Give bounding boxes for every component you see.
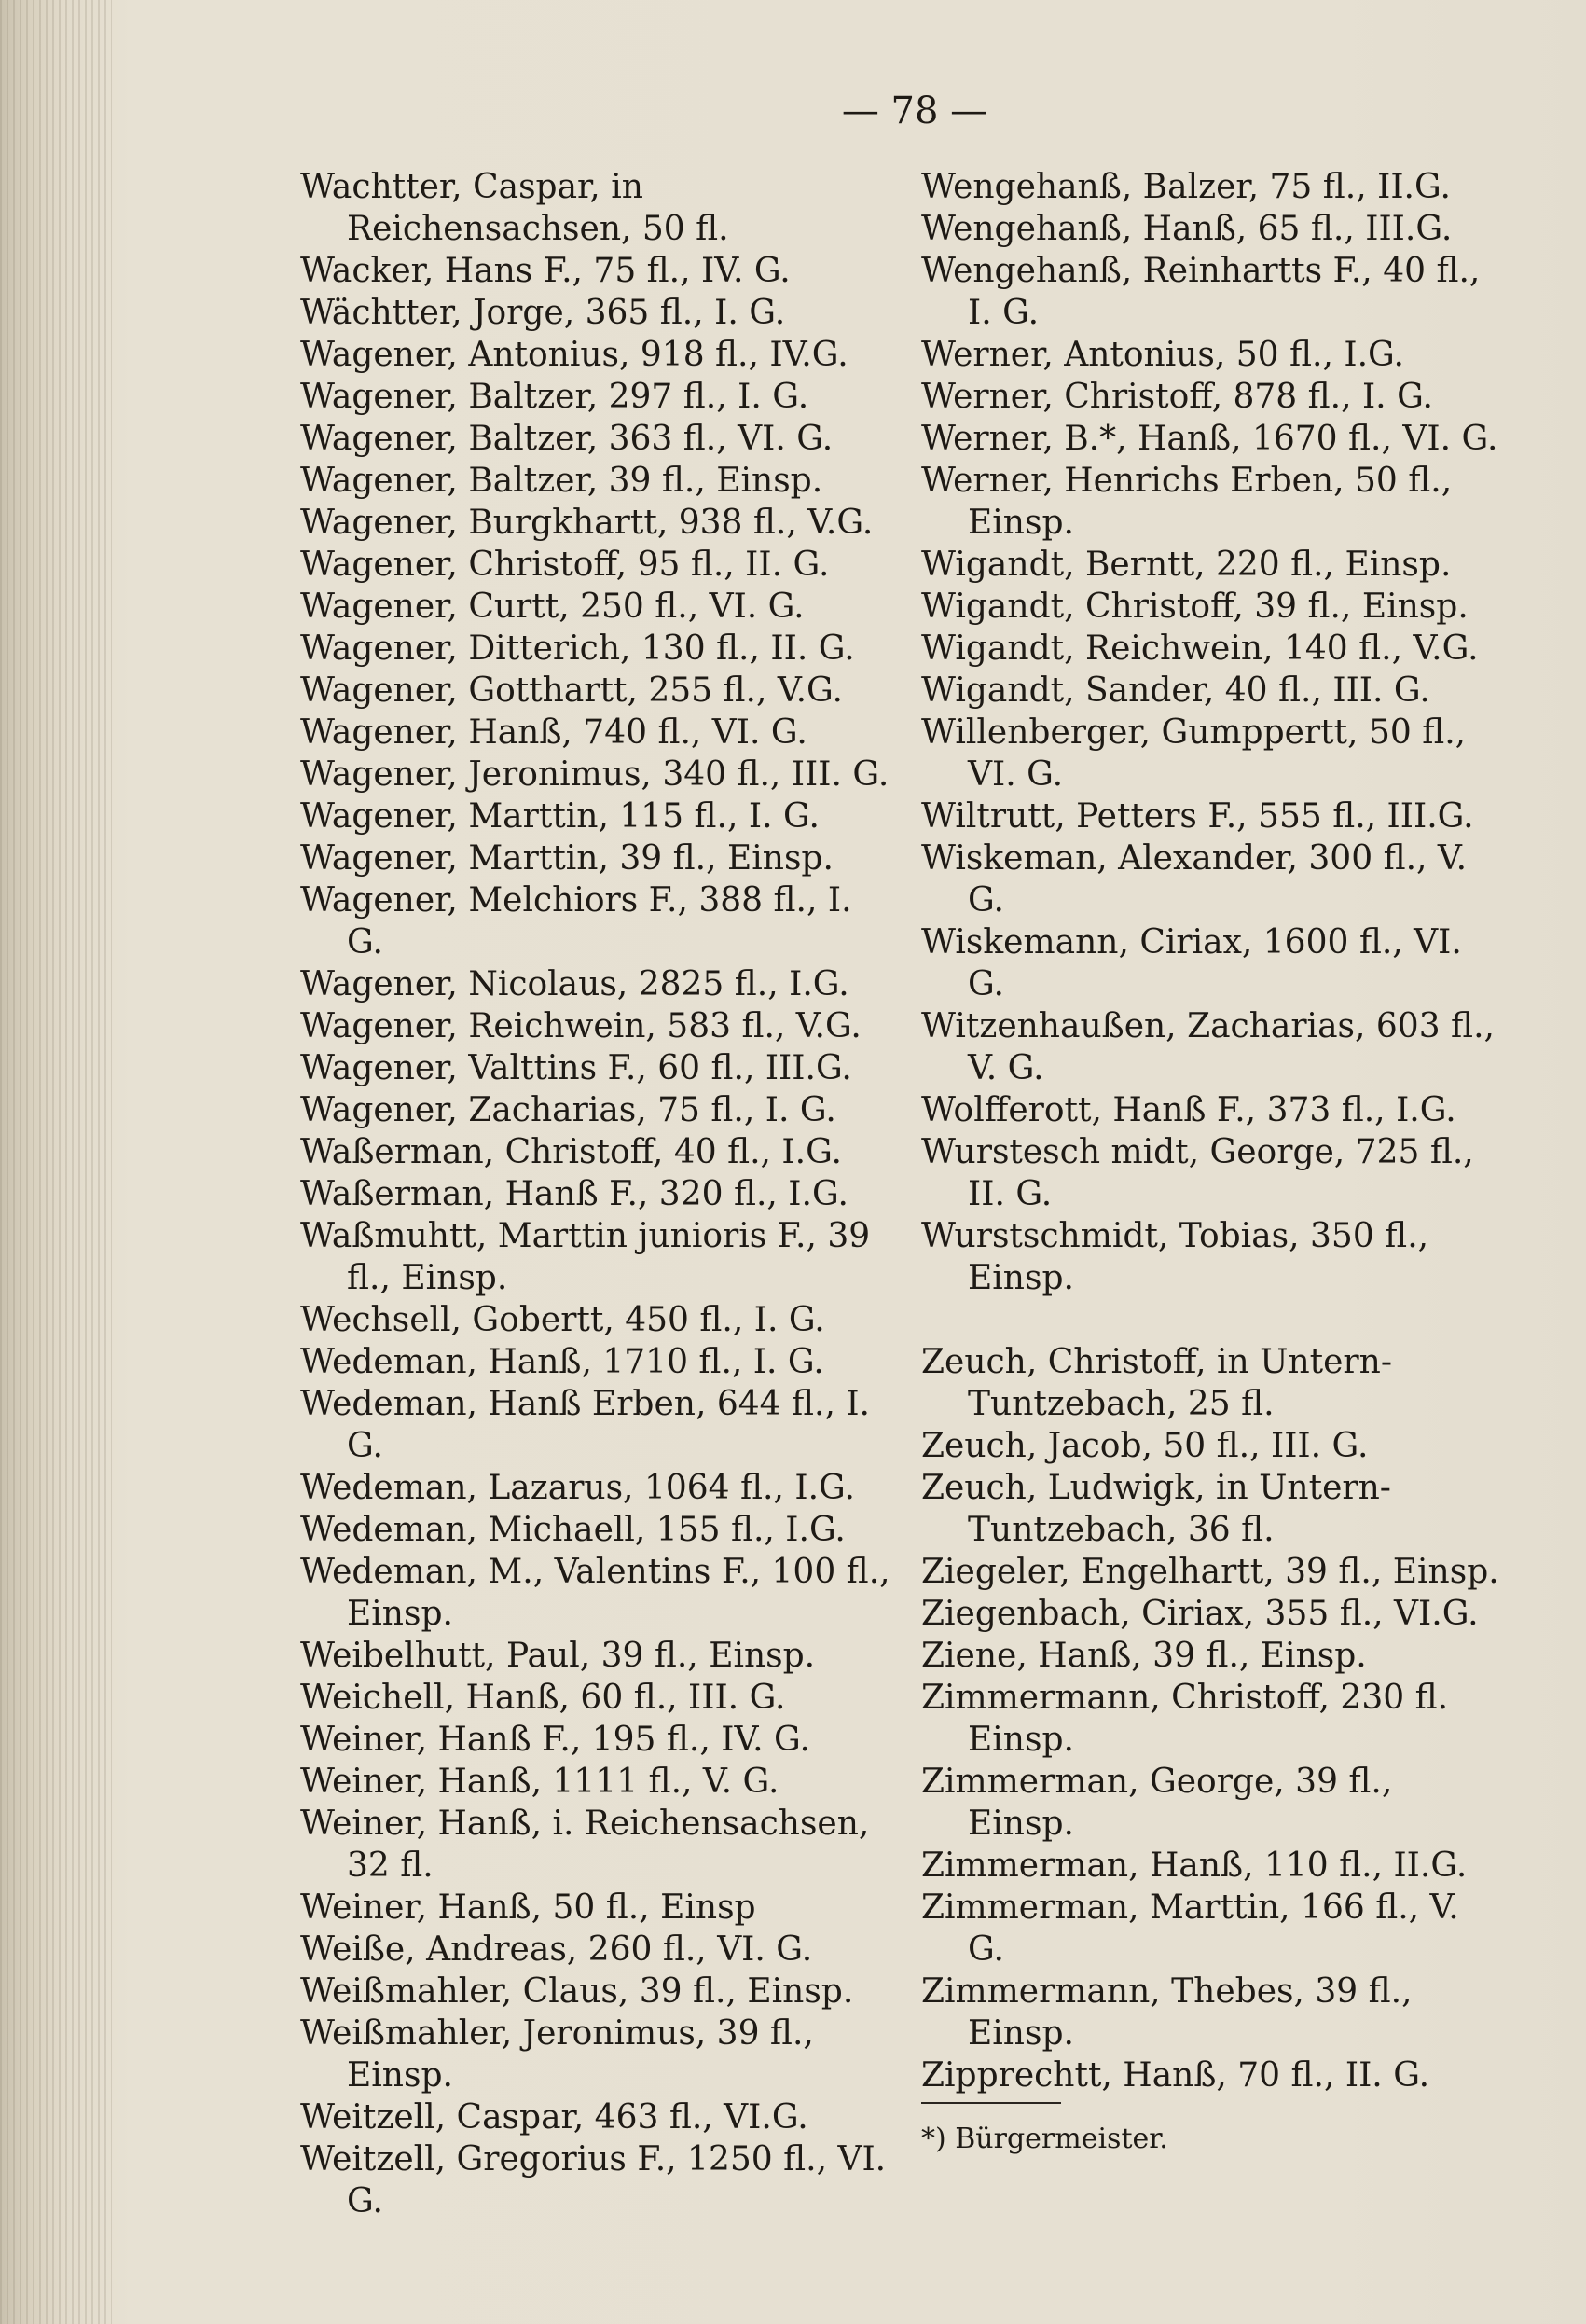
entry: Wagener, Valttins F., 60 fl., III.G. <box>300 1049 852 1087</box>
entry: Wagener, Gotthartt, 255 fl., V.G. <box>300 671 843 710</box>
entry: Weichell, Hanß, 60 fl., III. G. <box>300 1679 786 1717</box>
footnote-rule <box>921 2102 1061 2104</box>
entry: Wagener, Burgkhartt, 938 fl., V.G. <box>300 504 874 542</box>
section-gap <box>921 1299 1499 1341</box>
entry: Waßmuhtt, Marttin junioris F., 39 fl., Einsp. <box>300 1217 871 1297</box>
entry: Willenberger, Gumppertt, 50 fl., VI. G. <box>921 713 1467 794</box>
entry: Weibelhutt, Paul, 39 fl., Einsp. <box>300 1637 816 1675</box>
entry: Wechsell, Gobertt, 450 fl., I. G. <box>300 1301 825 1339</box>
entry: Wachtter, Caspar, in Reichensachsen, 50 fl. <box>300 168 729 248</box>
entry: Wedeman, Michaell, 155 fl., I.G. <box>300 1511 846 1549</box>
entry: Wächtter, Jorge, 365 fl., I. G. <box>300 294 786 332</box>
entry: Wigandt, Sander, 40 fl., III. G. <box>921 671 1430 710</box>
entry: Zeuch, Christoff, in Untern-Tuntzebach, 25 fl. <box>921 1343 1392 1423</box>
entry: Wurstesch midt, George, 725 fl., II. G. <box>921 1133 1474 1213</box>
entry: Werner, Antonius, 50 fl., I.G. <box>921 336 1404 374</box>
entry: Wagener, Baltzer, 297 fl., I. G. <box>300 378 809 416</box>
entry: Witzenhaußen, Zacharias, 603 fl., V. G. <box>921 1007 1495 1087</box>
entry: Ziene, Hanß, 39 fl., Einsp. <box>921 1637 1367 1675</box>
entry: Wigandt, Reichwein, 140 fl., V.G. <box>921 629 1479 668</box>
entry: Ziegeler, Engelhartt, 39 fl., Einsp. <box>921 1553 1499 1591</box>
right-column <box>921 166 1499 2158</box>
entry: Zeuch, Jacob, 50 fl., III. G. <box>921 1427 1369 1465</box>
entry: Werner, Christoff, 878 fl., I. G. <box>921 378 1433 416</box>
entry: Zimmerman, George, 39 fl., Einsp. <box>921 1763 1393 1843</box>
entry: Waßerman, Hanß F., 320 fl., I.G. <box>300 1175 848 1213</box>
entry: Wagener, Ditterich, 130 fl., II. G. <box>300 629 855 668</box>
entry: Weitzell, Caspar, 463 fl., VI.G. <box>300 2098 808 2137</box>
entry: Zimmermann, Thebes, 39 fl., Einsp. <box>921 1972 1413 2053</box>
entry: Wedeman, M., Valentins F., 100 fl., Einsp. <box>300 1553 890 1633</box>
entry: Zimmerman, Hanß, 110 fl., II.G. <box>921 1847 1468 1885</box>
entry: Wagener, Baltzer, 39 fl., Einsp. <box>300 462 823 500</box>
entry: Wagener, Antonius, 918 fl., IV.G. <box>300 336 848 374</box>
entry: Weiner, Hanß F., 195 fl., IV. G. <box>300 1721 810 1759</box>
entry: Wengehanß, Reinhartts F., 40 fl., I. G. <box>921 252 1481 332</box>
left-column <box>300 166 897 2222</box>
entry: Wiskemann, Ciriax, 1600 fl., VI. G. <box>921 923 1462 1003</box>
entry: Wagener, Marttin, 115 fl., I. G. <box>300 797 820 836</box>
footnote: *) Bürgermeister. <box>921 2123 1168 2155</box>
entry: Werner, Henrichs Erben, 50 fl., Einsp. <box>921 462 1453 542</box>
entry: Wurstschmidt, Tobias, 350 fl., Einsp. <box>921 1217 1429 1297</box>
entry: Weiner, Hanß, 1111 fl., V. G. <box>300 1763 779 1801</box>
entry: Wagener, Marttin, 39 fl., Einsp. <box>300 839 834 878</box>
entry: Wagener, Hanß, 740 fl., VI. G. <box>300 713 807 752</box>
entry: Wagener, Curtt, 250 fl., VI. G. <box>300 588 805 626</box>
entry: Wagener, Baltzer, 363 fl., VI. G. <box>300 420 834 458</box>
entry: Zipprechtt, Hanß, 70 fl., II. G. <box>921 2056 1430 2095</box>
entry: Ziegenbach, Ciriax, 355 fl., VI.G. <box>921 1595 1479 1633</box>
entry: Wiltrutt, Petters F., 555 fl., III.G. <box>921 797 1474 836</box>
entry: Wagener, Nicolaus, 2825 fl., I.G. <box>300 965 849 1003</box>
entry: Wiskeman, Alexander, 300 fl., V. G. <box>921 839 1468 920</box>
entry: Wengehanß, Balzer, 75 fl., II.G. <box>921 168 1451 206</box>
entry: Wagener, Jeronimus, 340 fl., III. G. <box>300 755 890 794</box>
entry: Wigandt, Christoff, 39 fl., Einsp. <box>921 588 1469 626</box>
entry: Weißmahler, Claus, 39 fl., Einsp. <box>300 1972 854 2011</box>
entry: Weiner, Hanß, i. Reichensachsen, 32 fl. <box>300 1805 870 1885</box>
entry: Weiße, Andreas, 260 fl., VI. G. <box>300 1930 813 1969</box>
entry: Waßerman, Christoff, 40 fl., I.G. <box>300 1133 842 1171</box>
entry: Wolfferott, Hanß F., 373 fl., I.G. <box>921 1091 1456 1129</box>
entry: Wedeman, Hanß Erben, 644 fl., I. G. <box>300 1385 870 1465</box>
entry: Weiner, Hanß, 50 fl., Einsp <box>300 1888 756 1927</box>
entry: Weitzell, Gregorius F., 1250 fl., VI. G. <box>300 2140 887 2220</box>
entry: Wagener, Zacharias, 75 fl., I. G. <box>300 1091 836 1129</box>
entry: Wigandt, Berntt, 220 fl., Einsp. <box>921 546 1452 584</box>
entry: Zimmerman, Marttin, 166 fl., V. G. <box>921 1888 1459 1969</box>
entry: Zeuch, Ludwigk, in Untern-Tuntzebach, 36 fl. <box>921 1469 1391 1549</box>
entry: Wagener, Christoff, 95 fl., II. G. <box>300 546 830 584</box>
entry: Wagener, Reichwein, 583 fl., V.G. <box>300 1007 862 1045</box>
entry: Wacker, Hans F., 75 fl., IV. G. <box>300 252 791 290</box>
entry: Wengehanß, Hanß, 65 fl., III.G. <box>921 210 1453 248</box>
entry: Wedeman, Lazarus, 1064 fl., I.G. <box>300 1469 855 1507</box>
entry: Zimmermann, Christoff, 230 fl. Einsp. <box>921 1679 1449 1759</box>
page-number: — 78 — <box>841 90 988 132</box>
page-edge-shading <box>0 0 112 2324</box>
entry: Weißmahler, Jeronimus, 39 fl., Einsp. <box>300 2014 814 2095</box>
entry: Wedeman, Hanß, 1710 fl., I. G. <box>300 1343 824 1381</box>
entry: Wagener, Melchiors F., 388 fl., I. G. <box>300 881 852 961</box>
entry: Werner, B.*, Hanß, 1670 fl., VI. G. <box>921 420 1498 458</box>
